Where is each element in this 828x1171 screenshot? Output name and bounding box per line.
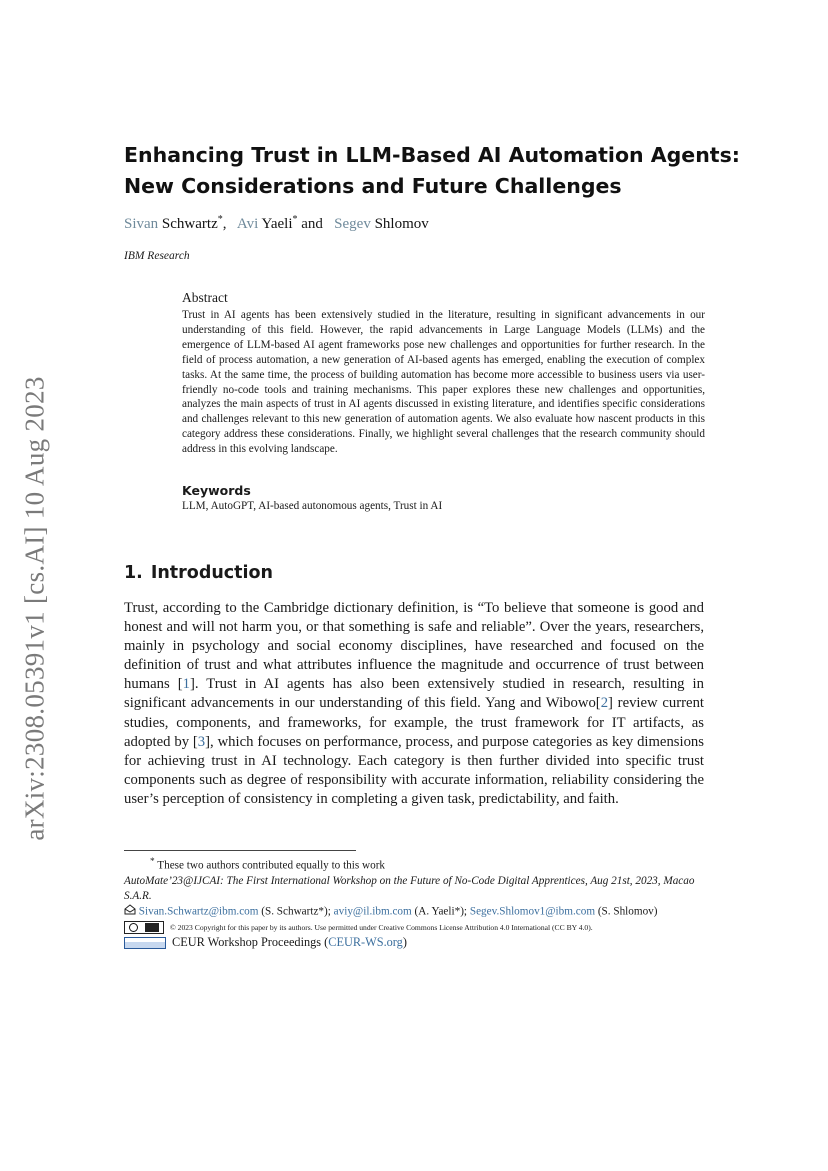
section-title: Introduction [150,563,274,583]
author-1-family: Schwartz [161,216,218,232]
citation-link-2[interactable]: 2 [600,695,609,712]
keywords-heading: Keywords [182,483,251,498]
intro-text-4: ], which focuses on performance, process, and purpose categories as key dimensions for achieving trust in AI technology. Each category is then further divided into specific trust components such as degree of responsibility with accurate information, reliability considering the user’s perception of consistency in completing a given task, predictability, and faith. [124,733,704,807]
affiliation: IBM Research [124,250,190,262]
ceur-link[interactable]: CEUR-WS.org [328,934,403,949]
author-list [124,214,429,233]
intro-text-1: Trust, according to the Cambridge dictionary definition, is “To believe that someone is good and honest and will not harm you, or that something is safe and reliable”. Over the years, researchers, mainly in psychology and social economy disciplines, have researched and focused on the definition of trust and what attributes influence the magnitude and occurrence of trust between humans [ [124,600,704,693]
footnote-divider [124,850,356,851]
title-line-1: Enhancing Trust in LLM-Based AI Automation Agents: [124,143,740,167]
keywords-text: LLM, AutoGPT, AI-based autonomous agents, Trust in AI [182,500,443,512]
email-link-yaeli[interactable]: aviy@il.ibm.com [333,905,412,918]
author-2-family: Yaeli [261,216,293,232]
email-owner-schwartz: (S. Schwartz*); [258,905,334,918]
paper-title [124,140,744,202]
footnote-mark: * [150,857,155,867]
abstract-heading: Abstract [182,290,228,305]
intro-text-3: ] review current studies, components, and frameworks, for example, the trust framework for IT artifacts, as adopted by [ [124,695,704,750]
ceur-logo [124,937,166,949]
ceur-suffix: ) [402,934,407,949]
arxiv-id: arXiv:2308.05391v1 [cs.AI] 10 Aug 2023 [19,375,50,841]
author-2-given: Avi [236,216,259,232]
author-2-mark: * [292,214,298,225]
keywords [182,483,705,512]
abstract [182,290,705,457]
footnote-copyright [124,920,709,935]
section-number: 1. [124,563,143,583]
email-owner-yaeli: (A. Yaeli*); [411,905,470,918]
author-3-family: Shlomov [374,216,429,232]
footnote-emails [124,904,709,920]
cc-circle-icon [129,923,138,932]
author-1-mark: * [217,214,223,225]
title-line-2: New Considerations and Future Challenges [124,174,622,198]
envelope-icon [124,904,136,920]
ceur-prefix: CEUR Workshop Proceedings ( [172,934,329,949]
cc-by-badge [124,921,164,934]
cc-by-icon [145,923,159,932]
author-1-given: Sivan [124,216,159,232]
footnotes [124,855,709,951]
author-sep-2: and [297,216,331,232]
footnote-conference: AutoMate’23@IJCAI: The First International Workshop on the Future of No-Code Digital Apprentices, Aug 21st, 2023, Macao S.A.R. [124,874,695,902]
footnote-equal-contribution [124,855,709,874]
intro-text-2: ]. Trust in AI agents has also been extensively studied in research, resulting in significant advancements in our understanding of this field. Yang and Wibowo[ [124,676,704,712]
intro-paragraph [124,599,704,809]
citation-link-1[interactable]: 1 [182,676,190,693]
copyright-text: © 2023 Copyright for this paper by its authors. Use permitted under Creative Commons License Attribution 4.0 International (CC BY 4.0). [170,922,593,932]
author-3-given: Segev [334,216,371,232]
section-heading [124,563,273,583]
email-link-schwartz[interactable]: Sivan.Schwartz@ibm.com [138,905,259,918]
citation-link-3[interactable]: 3 [197,733,206,750]
email-link-shlomov[interactable]: Segev.Shlomov1@ibm.com [469,905,596,918]
footnote-equal-text: These two authors contributed equally to this work [157,859,386,872]
footnote-ceur [124,935,709,951]
author-sep-1: , [222,216,234,232]
abstract-text: Trust in AI agents has been extensively studied in the literature, resulting in significant advancements in our understanding of this field. However, the rapid advancements in Large Language Models (LLMs) and the emergence of LLM-based AI agent frameworks pose new challenges and opportunities for further research. In the field of process automation, a new generation of AI-based agents has emerged, enabling the execution of complex tasks. At the same time, the process of building automation has become more accessible to business users via user-friendly no-code tools and training mechanisms. This paper explores these new challenges and opportunities, analyzes the main aspects of trust in AI agents discussed in existing literature, and identifies specific considerations and challenges relevant to this new generation of automation agents. We also evaluate how nascent products in this category address these considerations. Finally, we highlight several challenges that the research community should address in this evolving landscape. [182,309,705,456]
arxiv-identifier-stamp [15,368,55,848]
email-owner-shlomov: (S. Shlomov) [595,905,658,918]
